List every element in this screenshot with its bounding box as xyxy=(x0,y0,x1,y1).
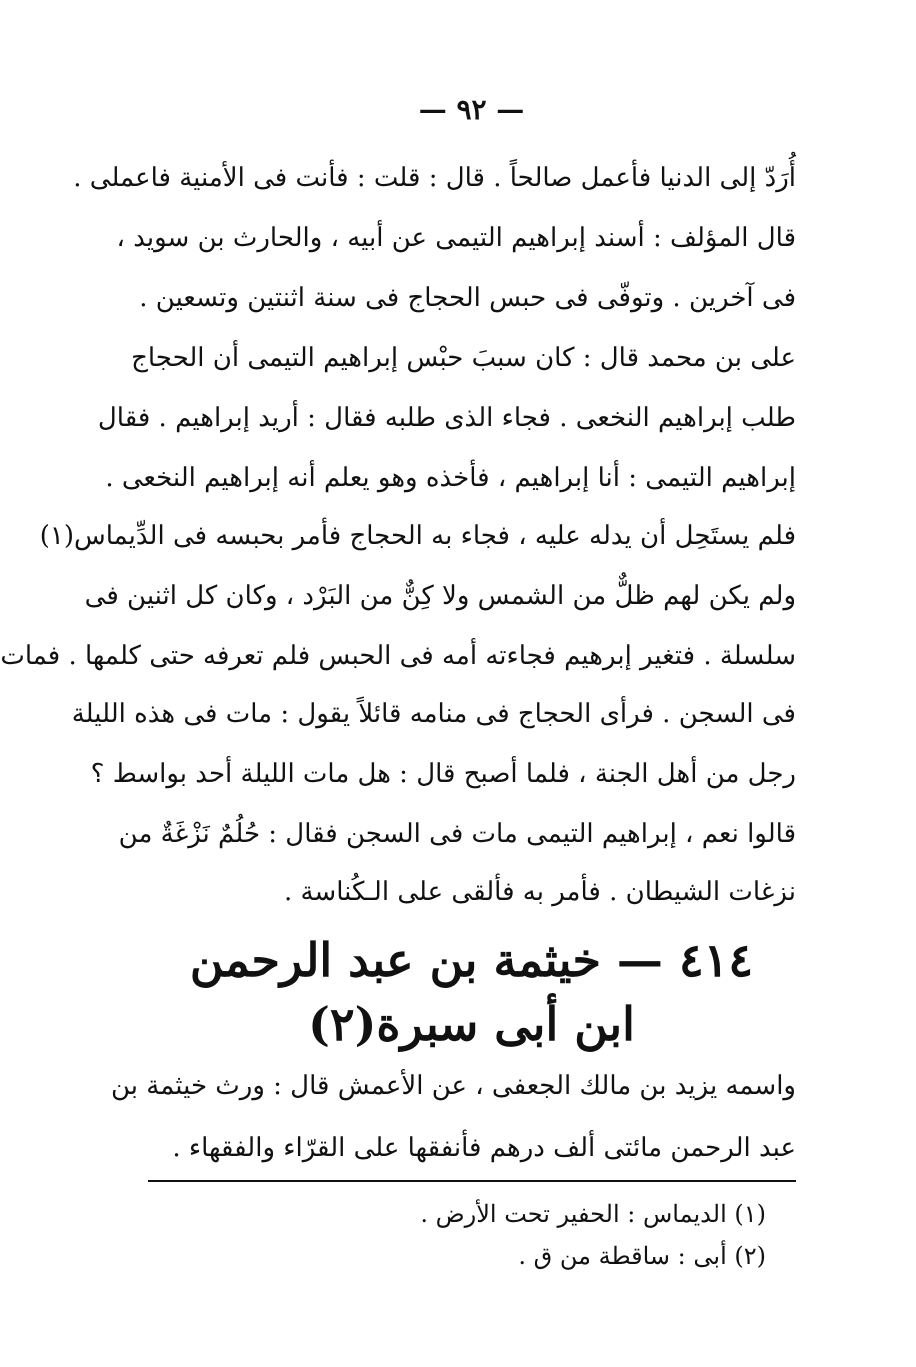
body-line: إبراهيم التيمى : أنا إبراهيم ، فأخذه وهو يعلم أنه إبراهيم النخعى . xyxy=(105,463,796,493)
body-line: ولم يكن لهم ظلٌّ من الشمس ولا كِنٌّ من البَرْد ، وكان كل اثنين فى xyxy=(84,581,796,611)
body-line: فى السجن . فرأى الحجاج فى منامه قائلاً يقول : مات فى هذه الليلة xyxy=(71,699,796,729)
body-line: قالوا نعم ، إبراهيم التيمى مات فى السجن فقال : حُلُمٌ نَزْغَةٌ من xyxy=(118,819,796,849)
page-number: — ٩٢ — xyxy=(418,93,525,126)
body-line: قال المؤلف : أسند إبراهيم التيمى عن أبيه ، والحارث بن سويد ، xyxy=(116,223,796,253)
body-line: على بن محمد قال : كان سببَ حبْس إبراهيم التيمى أن الحجاج xyxy=(131,343,796,373)
section-line: عبد الرحمن مائتى ألف درهم فأنفقها على القرّاء والفقهاء . xyxy=(172,1133,796,1163)
body-line: أُرَدّ إلى الدنيا فأعمل صالحاً . قال : قلت : فأنت فى الأمنية فاعملى . xyxy=(73,163,796,193)
entry-heading-subline: ابن أبى سبرة(٢) xyxy=(308,997,635,1051)
section-line: واسمه يزيد بن مالك الجعفى ، عن الأعمش قال : ورث خيثمة بن xyxy=(111,1071,796,1101)
footnote: (١) الديماس : الحفير تحت الأرض . xyxy=(420,1200,766,1228)
body-line: نزغات الشيطان . فأمر به فألقى على الـكُناسة . xyxy=(283,877,796,907)
body-line: فى آخرين . وتوفّى فى حبس الحجاج فى سنة اثنتين وتسعين . xyxy=(139,283,796,313)
body-line: رجل من أهل الجنة ، فلما أصبح قال : هل مات الليلة أحد بواسط ؟ xyxy=(90,759,796,789)
entry-heading: ٤١٤ — خيثمة بن عبد الرحمن xyxy=(189,933,754,987)
footnote-divider xyxy=(148,1180,796,1182)
body-line: فلم يستَحِل أن يدله عليه ، فجاء به الحجاج فأمر بحبسه فى الدِّيماس(١) xyxy=(39,521,796,551)
body-line: سلسلة . فتغير إبرهيم فجاءته أمه فى الحبس فلم تعرفه حتى كلمها . فمات xyxy=(0,641,796,671)
body-line: طلب إبراهيم النخعى . فجاء الذى طلبه فقال : أريد إبراهيم . فقال xyxy=(97,403,796,433)
footnote: (٢) أبى : ساقطة من ق . xyxy=(518,1242,766,1270)
